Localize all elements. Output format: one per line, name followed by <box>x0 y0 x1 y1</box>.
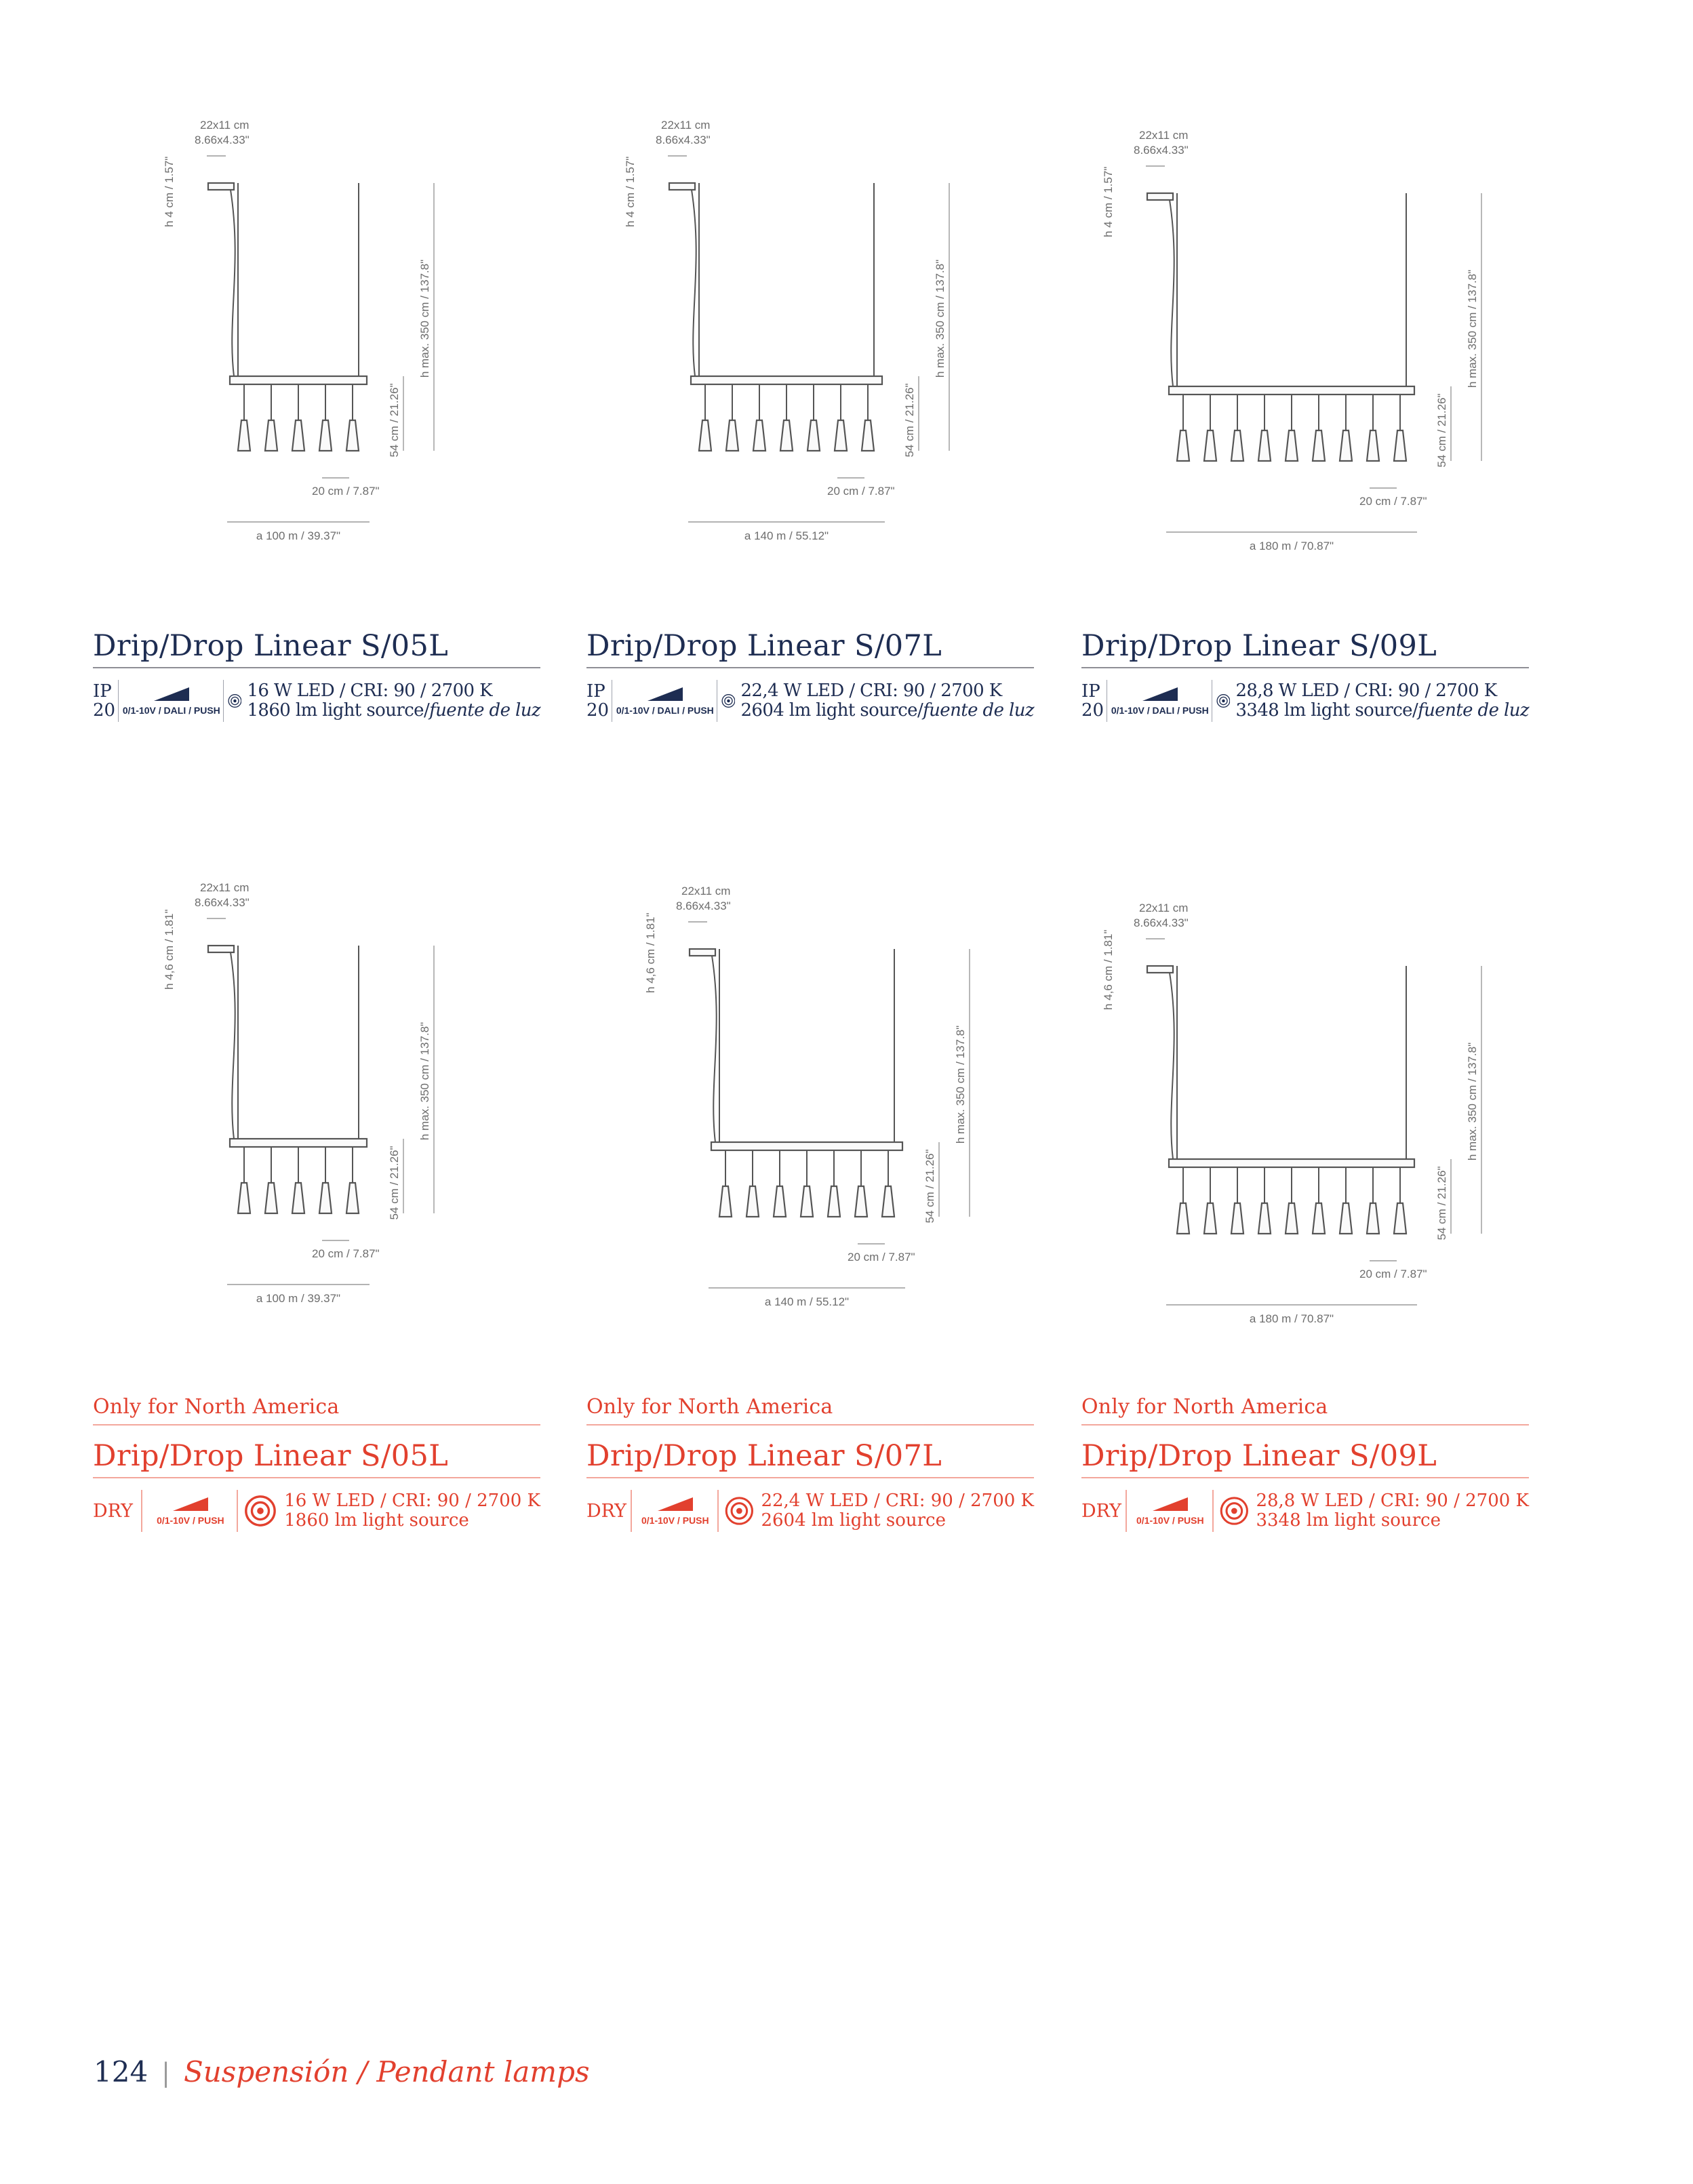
canopy-size-inches-label: 8.66x4.33" <box>195 134 250 146</box>
divider <box>717 1490 719 1532</box>
region-label: Only for North America <box>1081 1395 1529 1425</box>
product-block-s09l <box>1081 629 1529 723</box>
pendant-shade <box>1394 1203 1406 1234</box>
shade-spacing-label: 20 cm / 7.87" <box>848 1251 915 1263</box>
power-spec: 22,4 W LED / CRI: 90 / 2700 K <box>740 681 1002 701</box>
divider <box>631 1490 632 1532</box>
pendant-shade <box>292 420 304 451</box>
dry-rating: DRY <box>93 1500 133 1522</box>
divider <box>223 680 224 722</box>
canopy-size-label: 22x11 cm <box>661 119 711 132</box>
na-product-block-s05l <box>93 1395 540 1533</box>
shade-spacing-label: 20 cm / 7.87" <box>1359 1268 1427 1280</box>
page-footer <box>94 2055 590 2088</box>
canopy-height-label: h 4 cm / 1.57" <box>163 156 176 227</box>
max-height-label: h max. 350 cm / 137.8" <box>418 259 431 378</box>
title-rule <box>1081 667 1529 668</box>
drawing-na-s09l <box>1092 898 1539 1352</box>
ip-label: IP <box>1081 681 1100 702</box>
dimension-drawing <box>153 115 492 569</box>
max-height-label: h max. 350 cm / 137.8" <box>954 1025 967 1144</box>
canopy-size-label: 22x11 cm <box>1139 129 1189 142</box>
canopy-size-label: 22x11 cm <box>681 885 731 897</box>
lamp-lens-icon <box>1218 1492 1251 1530</box>
shade-spacing-label: 20 cm / 7.87" <box>312 485 380 498</box>
product-title: Drip/Drop Linear S/07L <box>586 629 942 663</box>
lumen-spec: 2604 lm light source <box>761 1510 946 1531</box>
canopy <box>208 183 234 190</box>
total-length-label: a 180 m / 70.87" <box>1249 1312 1334 1325</box>
max-height-label: h max. 350 cm / 137.8" <box>1466 1042 1479 1161</box>
shade-spacing-label: 20 cm / 7.87" <box>827 485 895 498</box>
pendant-shade <box>346 420 359 451</box>
power-cable <box>231 952 235 1139</box>
pendant-shade <box>265 1183 277 1213</box>
lumen-spec: 1860 lm light source <box>284 1510 469 1531</box>
drop-length-label: 54 cm / 21.26" <box>1435 1166 1448 1240</box>
pendant-shade <box>1258 430 1271 461</box>
drawing-na-s07l <box>634 881 1027 1335</box>
pendant-shade <box>862 420 874 451</box>
product-block-s07l <box>586 629 1034 723</box>
dimmer-ramp-icon <box>153 686 191 702</box>
canopy-size-inches-label: 8.66x4.33" <box>195 896 250 909</box>
linear-bar <box>1169 1159 1414 1167</box>
divider <box>141 1490 142 1532</box>
pendant-shade <box>1394 430 1406 461</box>
product-title: Drip/Drop Linear S/09L <box>1081 629 1437 663</box>
lumen-spec: 1860 lm light source/fuente de luz <box>247 700 540 721</box>
spec-row <box>586 1489 1034 1533</box>
pendant-shade <box>292 1183 304 1213</box>
lumen-text: 1860 lm light source <box>247 700 424 721</box>
pendant-shade <box>835 420 847 451</box>
dry-rating: DRY <box>586 1500 626 1522</box>
spec-row <box>1081 679 1529 723</box>
canopy-size-label: 22x11 cm <box>1139 902 1189 914</box>
pendant-shade <box>238 420 250 451</box>
pendant-shade <box>780 420 793 451</box>
canopy-size-inches-label: 8.66x4.33" <box>656 134 711 146</box>
power-spec: 28,8 W LED / CRI: 90 / 2700 K <box>1235 681 1497 701</box>
title-rule <box>586 667 1034 668</box>
pendant-shade <box>238 1183 250 1213</box>
canopy-height-label: h 4,6 cm / 1.81" <box>1102 929 1115 1010</box>
max-height-label: h max. 350 cm / 137.8" <box>934 259 947 378</box>
pendant-shade <box>1340 1203 1352 1234</box>
spec-row <box>93 679 540 723</box>
pendant-shade <box>753 420 765 451</box>
pendant-shade <box>828 1186 840 1217</box>
canopy-height-label: h 4 cm / 1.57" <box>624 156 637 227</box>
dimming-text: 0/1-10V / DALI / PUSH <box>122 705 220 716</box>
pendant-shade <box>1258 1203 1271 1234</box>
na-product-block-s09l <box>1081 1395 1529 1533</box>
linear-bar <box>691 376 882 384</box>
dimming-spec <box>146 1496 234 1526</box>
drawing-na-s05l <box>153 878 492 1332</box>
pendant-shade <box>719 1186 732 1217</box>
light-spec <box>740 681 1034 721</box>
title-rule <box>93 667 540 668</box>
ip-rating <box>1081 682 1104 720</box>
dimming-text: 0/1-10V / PUSH <box>641 1515 709 1526</box>
pendant-shade <box>319 420 332 451</box>
canopy-height-label: h 4,6 cm / 1.81" <box>163 909 176 990</box>
product-title: Drip/Drop Linear S/07L <box>586 1439 942 1473</box>
dimmer-ramp-icon <box>172 1496 210 1512</box>
light-spec <box>247 681 540 721</box>
canopy-size-inches-label: 8.66x4.33" <box>1134 916 1189 929</box>
dimension-drawing <box>153 878 492 1332</box>
spec-row <box>1081 1489 1529 1533</box>
light-spec <box>761 1491 1034 1531</box>
lumen-text-es: fuente de luz <box>1418 700 1529 721</box>
pendant-shade <box>808 420 820 451</box>
shade-spacing-label: 20 cm / 7.87" <box>312 1247 380 1260</box>
pendant-shade <box>882 1186 894 1217</box>
max-height-label: h max. 350 cm / 137.8" <box>418 1022 431 1141</box>
product-block-s05l <box>93 629 540 723</box>
pendant-shade <box>346 1183 359 1213</box>
lumen-text-es: fuente de luz <box>429 700 540 721</box>
power-cable <box>1170 973 1174 1159</box>
lamp-lens-icon <box>721 682 736 720</box>
total-length-label: a 140 m / 55.12" <box>744 529 829 542</box>
max-height-label: h max. 350 cm / 137.8" <box>1466 269 1479 388</box>
power-cable <box>712 956 717 1142</box>
canopy-size-label: 22x11 cm <box>200 119 250 132</box>
ip-label: IP <box>586 681 605 702</box>
pendant-shade <box>1286 1203 1298 1234</box>
dimmer-ramp-icon <box>1151 1496 1189 1512</box>
ip-rating <box>93 682 115 720</box>
dimming-text: 0/1-10V / PUSH <box>157 1515 224 1526</box>
light-spec <box>1235 681 1529 721</box>
pendant-shade <box>1340 430 1352 461</box>
drop-length-label: 54 cm / 21.26" <box>1435 393 1448 468</box>
dimming-spec <box>636 1496 715 1526</box>
product-title: Drip/Drop Linear S/05L <box>93 629 449 663</box>
power-spec: 16 W LED / CRI: 90 / 2700 K <box>284 1491 540 1511</box>
dimming-text: 0/1-10V / PUSH <box>1136 1515 1204 1526</box>
linear-bar <box>711 1142 902 1150</box>
lamp-lens-icon <box>1216 682 1231 720</box>
canopy <box>690 949 715 956</box>
ip-number: 20 <box>586 700 610 721</box>
dimension-drawing <box>634 881 1027 1335</box>
canopy <box>1147 193 1173 200</box>
dimming-spec <box>1131 1496 1210 1526</box>
total-length-label: a 100 m / 39.37" <box>256 1292 341 1305</box>
drop-length-label: 54 cm / 21.26" <box>388 383 401 458</box>
lamp-lens-icon <box>242 1492 279 1530</box>
dimmer-ramp-icon <box>656 1496 694 1512</box>
pendant-shade <box>1367 430 1379 461</box>
light-spec <box>284 1491 540 1531</box>
pendant-shade <box>1286 430 1298 461</box>
pendant-shade <box>1231 1203 1243 1234</box>
divider <box>118 680 119 722</box>
lumen-spec: 2604 lm light source/fuente de luz <box>740 700 1034 721</box>
section-title: Suspensión / Pendant lamps <box>183 2055 590 2088</box>
shade-spacing-label: 20 cm / 7.87" <box>1359 495 1427 508</box>
region-label: Only for North America <box>586 1395 1034 1425</box>
dimmer-ramp-icon <box>646 686 684 702</box>
page-number: 124 <box>94 2055 148 2088</box>
pendant-shade <box>1177 430 1189 461</box>
pendant-shade <box>1367 1203 1379 1234</box>
lamp-lens-icon <box>228 682 242 720</box>
canopy <box>1147 966 1173 973</box>
ip-label: IP <box>93 681 112 702</box>
lumen-spec: 3348 lm light source/fuente de luz <box>1235 700 1529 721</box>
pendant-shade <box>1204 430 1216 461</box>
linear-bar <box>1169 386 1414 395</box>
dimension-drawing <box>614 115 1007 569</box>
spec-row <box>586 679 1034 723</box>
canopy-height-label: h 4 cm / 1.57" <box>1102 166 1115 237</box>
divider <box>1126 1490 1127 1532</box>
pendant-shade <box>265 420 277 451</box>
drawing-s09l <box>1092 125 1539 580</box>
linear-bar <box>230 1139 367 1147</box>
lumen-text: 3348 lm light source <box>1235 700 1412 721</box>
total-length-label: a 100 m / 39.37" <box>256 529 341 542</box>
product-title: Drip/Drop Linear S/09L <box>1081 1439 1437 1473</box>
lumen-text: 2604 lm light source <box>740 700 917 721</box>
drop-length-label: 54 cm / 21.26" <box>903 383 916 458</box>
pendant-shade <box>726 420 738 451</box>
dimming-text: 0/1-10V / DALI / PUSH <box>1111 705 1209 716</box>
canopy-height-label: h 4,6 cm / 1.81" <box>644 912 657 993</box>
region-label: Only for North America <box>93 1395 540 1425</box>
title-rule <box>93 1477 540 1478</box>
power-spec: 22,4 W LED / CRI: 90 / 2700 K <box>761 1491 1034 1511</box>
lumen-spec: 3348 lm light source <box>1256 1510 1441 1531</box>
pendant-shade <box>746 1186 759 1217</box>
lumen-text-es: fuente de luz <box>923 700 1034 721</box>
na-product-block-s07l <box>586 1395 1034 1533</box>
pendant-shade <box>801 1186 813 1217</box>
spec-row <box>93 1489 540 1533</box>
dimming-text: 0/1-10V / DALI / PUSH <box>616 705 714 716</box>
drawing-s07l <box>614 115 1007 569</box>
power-cable <box>231 190 235 376</box>
pendant-shade <box>1177 1203 1189 1234</box>
canopy-size-inches-label: 8.66x4.33" <box>1134 144 1189 157</box>
pendant-shade <box>319 1183 332 1213</box>
power-spec: 16 W LED / CRI: 90 / 2700 K <box>247 681 492 701</box>
pendant-shade <box>1313 430 1325 461</box>
pendant-shade <box>1231 430 1243 461</box>
dimmer-ramp-icon <box>1141 686 1179 702</box>
power-cable <box>692 190 696 376</box>
drop-length-label: 54 cm / 21.26" <box>923 1149 936 1224</box>
lamp-lens-icon <box>723 1492 756 1530</box>
total-length-label: a 140 m / 55.12" <box>764 1295 850 1308</box>
dry-rating: DRY <box>1081 1500 1121 1522</box>
footer-separator: | <box>161 2058 170 2088</box>
canopy <box>208 946 234 952</box>
drawing-s05l <box>153 115 492 569</box>
pendant-shade <box>1204 1203 1216 1234</box>
divider <box>1212 1490 1214 1532</box>
dimension-drawing <box>1092 898 1539 1352</box>
pendant-shade <box>699 420 711 451</box>
linear-bar <box>230 376 367 384</box>
ip-number: 20 <box>93 700 116 721</box>
divider <box>237 1490 238 1532</box>
dimension-drawing <box>1092 125 1539 580</box>
pendant-shade <box>1313 1203 1325 1234</box>
ip-rating <box>586 682 609 720</box>
title-rule <box>1081 1477 1529 1478</box>
dimming-spec <box>1111 686 1209 716</box>
pendant-shade <box>855 1186 867 1217</box>
product-title: Drip/Drop Linear S/05L <box>93 1439 449 1473</box>
light-spec <box>1256 1491 1529 1531</box>
drop-length-label: 54 cm / 21.26" <box>388 1146 401 1220</box>
pendant-shade <box>774 1186 786 1217</box>
power-spec: 28,8 W LED / CRI: 90 / 2700 K <box>1256 1491 1529 1511</box>
title-rule <box>586 1477 1034 1478</box>
total-length-label: a 180 m / 70.87" <box>1249 540 1334 552</box>
dimming-spec <box>616 686 714 716</box>
canopy <box>669 183 695 190</box>
dimming-spec <box>123 686 220 716</box>
canopy-size-label: 22x11 cm <box>200 881 250 894</box>
ip-number: 20 <box>1081 700 1104 721</box>
canopy-size-inches-label: 8.66x4.33" <box>676 899 731 912</box>
power-cable <box>1170 200 1174 386</box>
